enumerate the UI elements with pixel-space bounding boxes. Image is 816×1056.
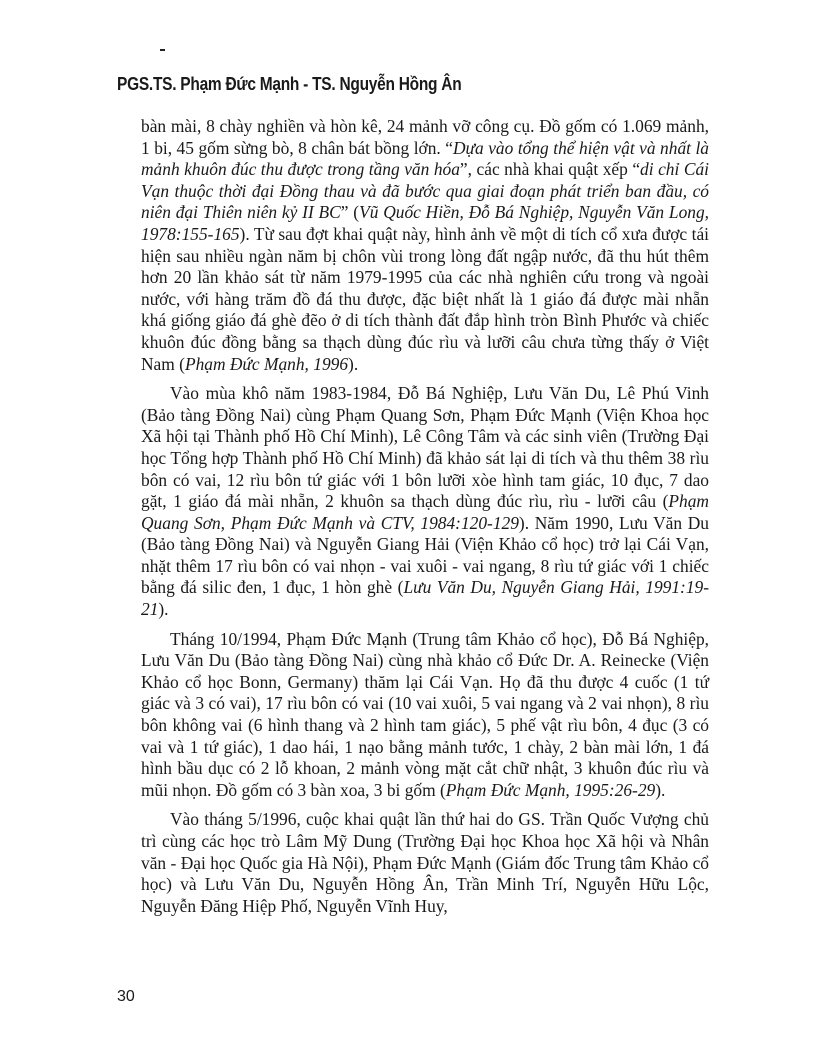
- italic-quote: Phạm Đức Mạnh, 1996: [184, 353, 349, 374]
- text-run: ” (: [340, 202, 360, 223]
- italic-quote: Phạm Quang Sơn, Phạm Đức Mạnh và CTV, 1984:120-129: [141, 491, 709, 533]
- text-run: ”, các nhà khai quật xếp “: [459, 159, 641, 180]
- body-text: [141, 116, 709, 917]
- paragraph: [141, 809, 709, 917]
- running-header: PGS.TS. Phạm Đức Mạnh - TS. Nguyễn Hồng Ân: [117, 74, 462, 94]
- paragraph: [141, 383, 709, 621]
- text-run: Vào tháng 5/1996, cuộc khai quật lần thứ hai do GS. Trần Quốc Vượng chủ trì cùng các học trò Lâm Mỹ Dung (Trường Đại học Khoa học Xã hội và Nhân văn - Đại học Quốc gia Hà Nội), Phạm Đức Mạnh (Giám đốc Trung tâm Khảo cổ học) và Lưu Văn Du, Nguyễn Hồng Ân, Trần Minh Trí, Nguyễn Hữu Lộc, Nguyễn Đăng Hiệp Phố, Nguyễn Vĩnh Huy,: [141, 809, 709, 916]
- text-run: Vào mùa khô năm 1983-1984, Đỗ Bá Nghiệp, Lưu Văn Du, Lê Phú Vinh (Bảo tàng Đồng Nai) cùng Phạm Quang Sơn, Phạm Đức Mạnh (Viện Khoa học Xã hội tại Thành phố Hồ Chí Minh), Lê Công Tâm và các sinh viên (Trường Đại học Tổng hợp Thành phố Hồ Chí Minh) đã khảo sát lại di tích và thu thêm 38 rìu bôn có vai, 12 rìu bôn tứ giác với 1 bôn lưỡi xòe hình tam giác, 10 đục, 7 dao gặt, 1 giáo đá mài nhẵn, 2 khuôn sa thạch dùng đúc rìu, rìu - lưỡi câu (: [141, 383, 709, 512]
- italic-quote: Dựa vào tổng thể hiện vật và nhất là mảnh khuôn đúc thu được trong tầng văn hóa: [141, 137, 709, 180]
- italic-quote: di chỉ Cái Vạn thuộc thời đại Đồng thau và đã bước qua giai đoạn phát triển ban đầu, có niên đại Thiên niên kỷ II BC: [141, 159, 709, 223]
- text-run: ).: [348, 353, 359, 374]
- paragraph: [141, 116, 709, 375]
- text-run: ). Từ sau đợt khai quật này, hình ảnh về một di tích cổ xưa được tái hiện sau nhiều ngàn năm bị chôn vùi trong lòng đất ngập nước, đã thu hút thêm hơn 20 lần khảo sát từ năm 1979-1995 của các nhà nghiên cứu trong và ngoài nước, với hàng trăm đồ đá thu được, đặc biệt nhất là 1 giáo đá được mài nhẵn khá giống giáo đá ghè đẽo ở di tích thành đất đắp hình tròn Bình Phước và chiếc khuôn đúc đồng bằng sa thạch dùng đúc rìu và lưỡi câu chưa từng thấy ở Việt Nam (: [141, 223, 709, 374]
- text-run: ). Năm 1990, Lưu Văn Du (Bảo tàng Đồng Nai) và Nguyễn Giang Hải (Viện Khảo cổ học) trở lại Cái Vạn, nhặt thêm 17 rìu bôn có vai nhọn - vai xuôi - vai ngang, 8 rìu tứ giác với 1 chiếc bằng đá silic đen, 1 đục, 1 hòn ghè (: [141, 512, 710, 598]
- italic-quote: Lưu Văn Du, Nguyễn Giang Hải, 1991:19-21: [141, 577, 710, 620]
- italic-quote: Vũ Quốc Hiền, Đỗ Bá Nghiệp, Nguyễn Văn Long, 1978:155-165: [141, 202, 710, 244]
- text-run: ).: [158, 599, 169, 620]
- text-run: bàn mài, 8 chày nghiền và hòn kê, 24 mảnh vỡ công cụ. Đồ gốm có 1.069 mảnh, 1 bi, 45 gốm sừng bò, 8 chân bát bồng lớn. “: [141, 116, 709, 158]
- paragraph: [141, 629, 709, 802]
- italic-quote: Phạm Đức Mạnh, 1995:26-29: [445, 779, 656, 800]
- text-run: ).: [655, 779, 666, 800]
- scan-speck: [160, 49, 165, 51]
- text-run: Tháng 10/1994, Phạm Đức Mạnh (Trung tâm Khảo cổ học), Đỗ Bá Nghiệp, Lưu Văn Du (Bảo tàng Đồng Nai) cùng nhà khảo cổ Đức Dr. A. Reinecke (Viện Khảo cổ học Bonn, Germany) thăm lại Cái Vạn. Họ đã thu được 4 cuốc (1 tứ giác và 3 có vai), 17 rìu bôn có vai (10 vai xuôi, 5 vai ngang và 2 vai nhọn), 8 rìu bôn không vai (6 hình thang và 2 hình tam giác), 5 phế vật rìu bôn, 4 đục (3 có vai và 1 tứ giác), 1 dao hái, 1 nạo bằng mảnh tước, 1 chày, 2 bàn mài lớn, 1 đá hình bầu dục có 2 lỗ khoan, 2 mảnh vòng mặt cắt chữ nhật, 3 khuôn đúc rìu và mũi nhọn. Đồ gốm có 3 bàn xoa, 3 bi gốm (: [141, 628, 709, 800]
- page-number: 30: [117, 988, 135, 1005]
